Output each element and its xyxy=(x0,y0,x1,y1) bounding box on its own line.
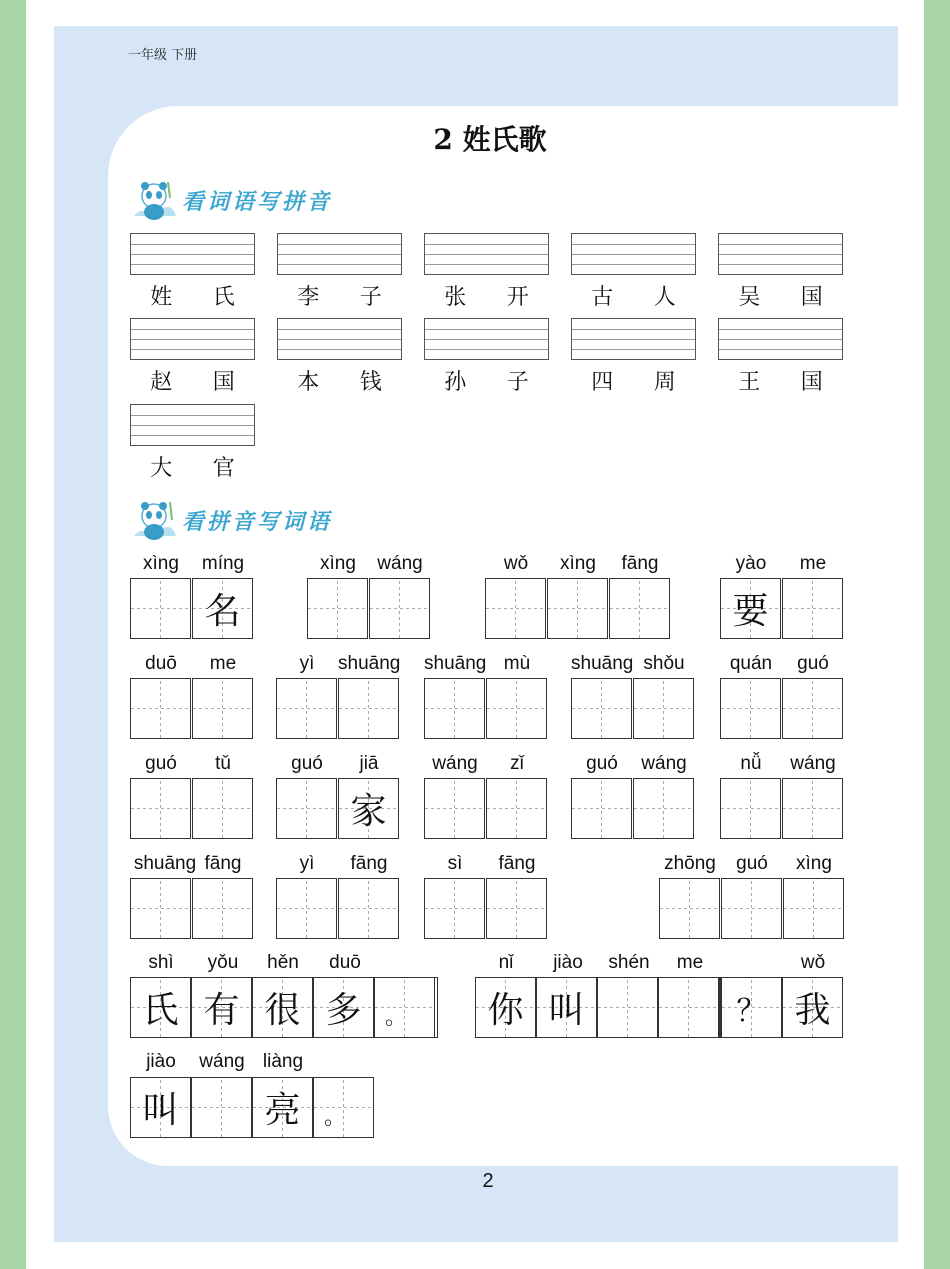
pinyin-label: xìng xyxy=(560,553,596,574)
char-cell[interactable] xyxy=(486,778,547,839)
pinyin-label: duō xyxy=(145,653,177,674)
pinyin-label: shuāng xyxy=(571,653,634,674)
pinyin-label: shì xyxy=(148,952,174,973)
pinyin-label: mù xyxy=(503,653,531,674)
pinyin-input-box[interactable] xyxy=(130,318,255,360)
pinyin-input-box[interactable] xyxy=(277,318,402,360)
char-cell[interactable] xyxy=(130,878,191,939)
pinyin-input-box[interactable] xyxy=(718,233,843,275)
pinyin-label: guó xyxy=(586,753,618,774)
pinyin-label: hěn xyxy=(267,952,299,973)
char-cell[interactable] xyxy=(307,578,368,639)
section-look-words-write-pinyin xyxy=(130,178,332,222)
char-cell[interactable] xyxy=(658,977,719,1038)
pinyin-label: fāng xyxy=(621,553,659,574)
char-cell[interactable] xyxy=(485,578,546,639)
char-cell[interactable] xyxy=(192,878,253,939)
char-cell[interactable]: 我 xyxy=(782,977,843,1038)
char-cell[interactable] xyxy=(486,878,547,939)
char-cell[interactable] xyxy=(720,778,781,839)
pinyin-label: sì xyxy=(447,853,463,874)
pinyin-label: shén xyxy=(608,952,650,973)
word-label: 吴 国 xyxy=(738,285,823,310)
pinyin-input-box[interactable] xyxy=(130,404,255,446)
char-cell[interactable]: 氏 xyxy=(130,977,191,1038)
char-cell[interactable] xyxy=(276,778,337,839)
pinyin-input-box[interactable] xyxy=(571,318,696,360)
pinyin-label: yì xyxy=(299,653,315,674)
pinyin-label: me xyxy=(209,653,237,674)
pinyin-input-box[interactable] xyxy=(130,233,255,275)
char-cell[interactable] xyxy=(571,678,632,739)
char-cell[interactable]: 名 xyxy=(192,578,253,639)
char-cell-edge xyxy=(435,977,438,1038)
char-cell[interactable]: 你 xyxy=(475,977,536,1038)
pinyin-label: jiào xyxy=(146,1051,176,1072)
pinyin-label: fāng xyxy=(498,853,536,874)
char-cell[interactable] xyxy=(192,778,253,839)
pinyin-label: shuāng xyxy=(133,853,197,874)
char-cell[interactable]: 。 xyxy=(374,977,435,1038)
char-cell[interactable] xyxy=(659,878,720,939)
word-label: 本 钱 xyxy=(297,370,382,395)
panda-icon xyxy=(130,498,180,542)
char-cell[interactable] xyxy=(130,678,191,739)
char-cell[interactable] xyxy=(369,578,430,639)
panda-icon xyxy=(130,178,180,222)
char-cell[interactable] xyxy=(191,1077,252,1138)
word-label: 古 人 xyxy=(591,285,676,310)
char-cell[interactable]: 亮 xyxy=(252,1077,313,1138)
char-cell[interactable] xyxy=(609,578,670,639)
pinyin-label: wáng xyxy=(199,1051,245,1072)
char-cell[interactable] xyxy=(782,778,843,839)
pinyin-label: xìng xyxy=(320,553,356,574)
pinyin-label: quán xyxy=(729,653,773,674)
word-label: 赵 国 xyxy=(150,370,235,395)
char-cell[interactable]: 叫 xyxy=(130,1077,191,1138)
pinyin-label: wǒ xyxy=(503,553,529,574)
pinyin-label: tǔ xyxy=(215,753,231,774)
char-cell[interactable]: 很 xyxy=(252,977,313,1038)
char-cell[interactable] xyxy=(633,778,694,839)
char-cell[interactable]: 有 xyxy=(191,977,252,1038)
pinyin-label: shuāng xyxy=(424,653,487,674)
pinyin-input-box[interactable] xyxy=(277,233,402,275)
pinyin-label: yǒu xyxy=(207,952,239,973)
pinyin-label: fāng xyxy=(350,853,388,874)
pinyin-label: míng xyxy=(201,553,245,574)
char-cell[interactable] xyxy=(338,878,399,939)
char-cell[interactable]: 。 xyxy=(313,1077,374,1138)
char-cell[interactable]: 家 xyxy=(338,778,399,839)
pinyin-label: wáng xyxy=(377,553,423,574)
pinyin-label: zǐ xyxy=(510,753,524,774)
pinyin-label: guó xyxy=(797,653,829,674)
page-number: 2 xyxy=(482,1170,494,1192)
pinyin-label: jiào xyxy=(553,952,583,973)
pinyin-label: yì xyxy=(299,853,315,874)
char-cell[interactable] xyxy=(424,878,485,939)
char-cell[interactable] xyxy=(597,977,658,1038)
pinyin-label: wáng xyxy=(432,753,478,774)
char-cell[interactable]: 要 xyxy=(720,578,781,639)
section-title: 看词语写拼音 xyxy=(182,188,333,215)
char-cell[interactable] xyxy=(130,778,191,839)
pinyin-label: shuāng xyxy=(338,653,401,674)
pinyin-label: zhōng xyxy=(664,853,716,874)
word-label: 四 周 xyxy=(591,370,676,395)
pinyin-label: liàng xyxy=(262,1051,304,1072)
pinyin-label: guó xyxy=(145,753,177,774)
word-label: 姓 氏 xyxy=(150,285,235,310)
char-cell[interactable] xyxy=(547,578,608,639)
char-cell[interactable] xyxy=(424,678,485,739)
char-cell[interactable] xyxy=(192,678,253,739)
pinyin-label: yào xyxy=(735,553,767,574)
pinyin-label: wǒ xyxy=(800,952,826,973)
char-cell[interactable] xyxy=(276,878,337,939)
char-cell[interactable] xyxy=(633,678,694,739)
pinyin-label: nǚ xyxy=(740,753,762,774)
word-label: 孙 子 xyxy=(444,370,529,395)
pinyin-input-box[interactable] xyxy=(424,318,549,360)
pinyin-label: jiā xyxy=(359,753,379,774)
pinyin-label: duō xyxy=(329,952,361,973)
section-look-pinyin-write-words xyxy=(130,498,332,542)
word-label: 张 开 xyxy=(444,285,529,310)
pinyin-input-box[interactable] xyxy=(718,318,843,360)
pinyin-label: me xyxy=(676,952,704,973)
char-cell[interactable]: 叫 xyxy=(536,977,597,1038)
lesson-title: 2 姓氏歌 xyxy=(433,123,547,156)
pinyin-input-box[interactable] xyxy=(424,233,549,275)
pinyin-label: xìng xyxy=(143,553,179,574)
char-cell[interactable]: ？ xyxy=(721,977,782,1038)
char-cell[interactable] xyxy=(783,878,844,939)
word-label: 李 子 xyxy=(297,285,382,310)
char-cell[interactable] xyxy=(571,778,632,839)
char-cell[interactable] xyxy=(720,678,781,739)
pinyin-label: nǐ xyxy=(498,952,514,973)
char-cell[interactable] xyxy=(486,678,547,739)
char-cell[interactable]: 多 xyxy=(313,977,374,1038)
char-cell[interactable] xyxy=(782,678,843,739)
pinyin-label: me xyxy=(799,553,827,574)
pinyin-label: wáng xyxy=(790,753,836,774)
char-cell[interactable] xyxy=(782,578,843,639)
pinyin-label: wáng xyxy=(641,753,687,774)
char-cell[interactable] xyxy=(130,578,191,639)
pinyin-label: shǒu xyxy=(643,653,685,674)
pinyin-label: xìng xyxy=(796,853,832,874)
pinyin-label: fāng xyxy=(204,853,242,874)
char-cell[interactable] xyxy=(424,778,485,839)
pinyin-label: guó xyxy=(291,753,323,774)
pinyin-input-box[interactable] xyxy=(571,233,696,275)
char-cell[interactable] xyxy=(721,878,782,939)
grade-label: 一年级 下册 xyxy=(128,48,198,63)
char-cell[interactable] xyxy=(276,678,337,739)
word-label: 王 国 xyxy=(738,370,823,395)
word-label: 大 官 xyxy=(150,456,235,481)
section-title: 看拼音写词语 xyxy=(182,508,333,535)
char-cell[interactable] xyxy=(338,678,399,739)
pinyin-label: guó xyxy=(736,853,768,874)
